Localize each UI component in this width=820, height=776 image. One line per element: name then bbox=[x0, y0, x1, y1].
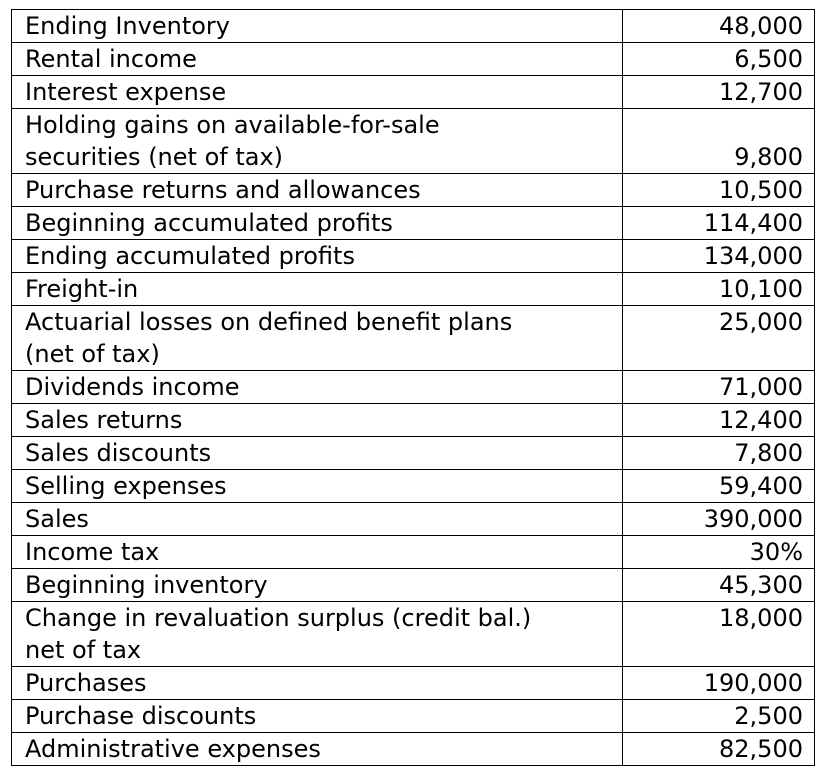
account-value: 7,800 bbox=[623, 437, 815, 470]
account-label-cell bbox=[12, 536, 623, 569]
account-label-cell bbox=[12, 503, 623, 536]
account-label: Administrative expenses bbox=[25, 735, 321, 763]
account-label-cell bbox=[12, 404, 623, 437]
table-row bbox=[12, 602, 815, 667]
account-label-cell bbox=[12, 109, 623, 174]
account-label: Actuarial losses on defined benefit plans bbox=[25, 308, 513, 336]
account-label-cell bbox=[12, 700, 623, 733]
table-row bbox=[12, 371, 815, 404]
account-label: Sales returns bbox=[25, 406, 183, 434]
account-value: 10,100 bbox=[623, 273, 815, 306]
account-label: Sales discounts bbox=[25, 439, 212, 467]
table-row bbox=[12, 569, 815, 602]
account-value: 59,400 bbox=[623, 470, 815, 503]
account-label: Interest expense bbox=[25, 78, 227, 106]
table-row bbox=[12, 536, 815, 569]
account-label: Rental income bbox=[25, 45, 197, 73]
account-label-cell bbox=[12, 10, 623, 43]
account-label: Income tax bbox=[25, 538, 160, 566]
account-label: Beginning accumulated profits bbox=[25, 209, 393, 237]
account-label: Beginning inventory bbox=[25, 571, 268, 599]
account-label: Ending Inventory bbox=[25, 12, 230, 40]
account-label: Purchase discounts bbox=[25, 702, 257, 730]
account-value: 45,300 bbox=[623, 569, 815, 602]
account-label: Change in revaluation surplus (credit bal.) bbox=[25, 604, 532, 632]
account-value: 114,400 bbox=[623, 207, 815, 240]
account-value: 134,000 bbox=[623, 240, 815, 273]
table-row bbox=[12, 700, 815, 733]
account-label-cell bbox=[12, 306, 623, 371]
table-row bbox=[12, 437, 815, 470]
account-value: 25,000 bbox=[623, 306, 815, 371]
table-row bbox=[12, 733, 815, 766]
account-label-cell bbox=[12, 470, 623, 503]
account-label-cell bbox=[12, 207, 623, 240]
table-row bbox=[12, 240, 815, 273]
table-row bbox=[12, 404, 815, 437]
account-value: 82,500 bbox=[623, 733, 815, 766]
account-label-cell bbox=[12, 371, 623, 404]
account-value: 9,800 bbox=[623, 109, 815, 174]
account-value: 6,500 bbox=[623, 43, 815, 76]
account-label: Selling expenses bbox=[25, 472, 227, 500]
account-value: 71,000 bbox=[623, 371, 815, 404]
account-value: 12,700 bbox=[623, 76, 815, 109]
account-label: Purchases bbox=[25, 669, 147, 697]
account-label: Freight-in bbox=[25, 275, 139, 303]
table-row bbox=[12, 667, 815, 700]
account-label-cell bbox=[12, 240, 623, 273]
account-label-cell bbox=[12, 437, 623, 470]
account-label-cell bbox=[12, 569, 623, 602]
table-row bbox=[12, 503, 815, 536]
account-label: Ending accumulated profits bbox=[25, 242, 355, 270]
account-value: 18,000 bbox=[623, 602, 815, 667]
account-label-cell bbox=[12, 733, 623, 766]
account-value: 390,000 bbox=[623, 503, 815, 536]
table-row bbox=[12, 43, 815, 76]
table-row bbox=[12, 76, 815, 109]
account-label: net of tax bbox=[25, 636, 142, 664]
account-label: Holding gains on available-for-sale bbox=[25, 111, 440, 139]
account-value: 2,500 bbox=[623, 700, 815, 733]
table-row bbox=[12, 207, 815, 240]
account-balances-table bbox=[11, 9, 815, 766]
table-row bbox=[12, 306, 815, 371]
account-label-cell bbox=[12, 273, 623, 306]
account-label: Sales bbox=[25, 505, 89, 533]
account-label: Purchase returns and allowances bbox=[25, 176, 421, 204]
account-value: 30% bbox=[623, 536, 815, 569]
account-label-cell bbox=[12, 667, 623, 700]
account-label-cell bbox=[12, 43, 623, 76]
account-label: (net of tax) bbox=[25, 340, 160, 368]
table-row bbox=[12, 470, 815, 503]
account-label: Dividends income bbox=[25, 373, 240, 401]
account-balances-table-body bbox=[12, 10, 815, 766]
table-row bbox=[12, 273, 815, 306]
account-label: securities (net of tax) bbox=[25, 143, 284, 171]
account-label-cell bbox=[12, 174, 623, 207]
account-label-cell bbox=[12, 76, 623, 109]
table-row bbox=[12, 109, 815, 174]
account-value: 48,000 bbox=[623, 10, 815, 43]
table-row bbox=[12, 174, 815, 207]
account-value: 10,500 bbox=[623, 174, 815, 207]
account-value: 12,400 bbox=[623, 404, 815, 437]
account-value: 190,000 bbox=[623, 667, 815, 700]
account-label-cell bbox=[12, 602, 623, 667]
table-row bbox=[12, 10, 815, 43]
